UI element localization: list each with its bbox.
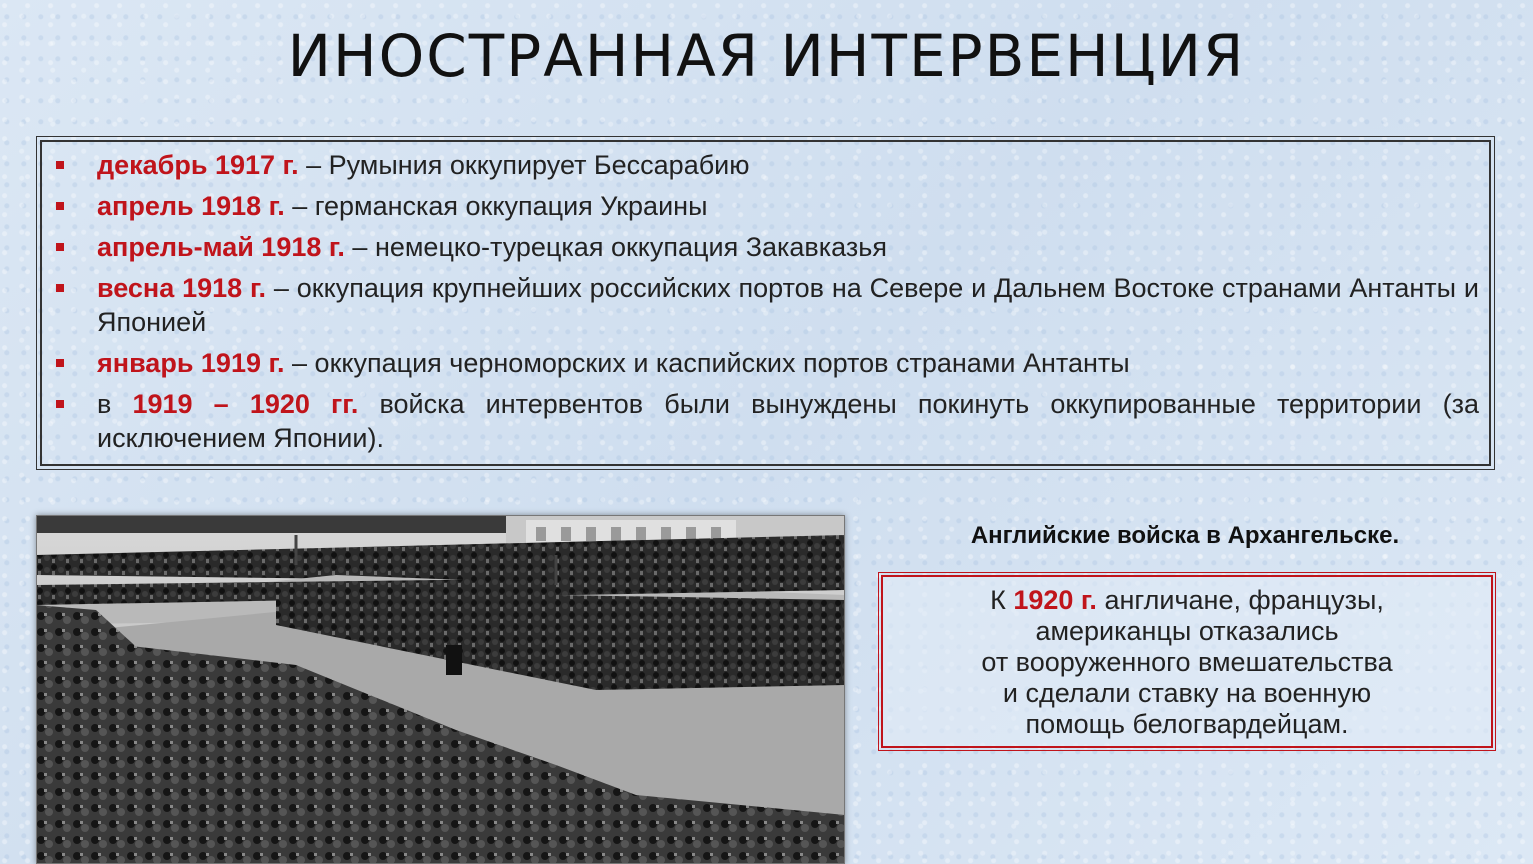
note-line-1 [883, 585, 1491, 616]
event-date: декабрь 1917 г. [97, 150, 299, 180]
events-list [97, 148, 1479, 455]
note-line: американцы отказались [1035, 616, 1339, 646]
event-text: – оккупация крупнейших российских портов на Севере и Дальнем Востоке странами Антанты и Японией [97, 273, 1479, 337]
event-date: весна 1918 г. [97, 273, 267, 303]
event-date: 1919 – 1920 гг. [132, 389, 359, 419]
bullet-icon [56, 400, 64, 408]
bullet-icon [56, 161, 64, 169]
event-text: – Румыния оккупирует Бессарабию [298, 150, 750, 180]
summary-note-box [881, 575, 1493, 748]
note-line: помощь белогвардейцам. [1025, 709, 1349, 739]
note-line: и сделали ставку на военную [1002, 678, 1372, 708]
event-text: – немецко-турецкая оккупация Закавказья [344, 232, 887, 262]
list-item [97, 148, 1479, 182]
note-date: 1920 г. [1013, 585, 1097, 615]
list-item [97, 387, 1479, 455]
list-item [97, 271, 1479, 339]
note-after: англичане, французы, [1096, 585, 1384, 615]
bullet-icon [56, 243, 64, 251]
note-line: от вооруженного вмешательства [981, 647, 1393, 677]
photo-caption: Английские войска в Архангельске. [970, 522, 1400, 549]
event-prefix: в [97, 389, 133, 419]
bullet-icon [56, 359, 64, 367]
list-item [97, 189, 1479, 223]
event-text: – германская оккупация Украины [284, 191, 708, 221]
list-item [97, 230, 1479, 264]
bullet-icon [56, 202, 64, 210]
bullet-icon [56, 284, 64, 292]
note-before: К [990, 585, 1014, 615]
event-text: – оккупация черноморских и каспийских портов странами Антанты [284, 348, 1130, 378]
event-date: январь 1919 г. [97, 348, 285, 378]
list-item [97, 346, 1479, 380]
photo-illustration [36, 515, 845, 864]
archangelsk-troops-photo [36, 515, 845, 864]
slide-title: ИНОСТРАННАЯ ИНТЕРВЕНЦИЯ [287, 22, 1246, 90]
event-text: войска интервентов были вынуждены покинуть оккупированные территории (за исключением Японии). [97, 389, 1479, 453]
event-date: апрель 1918 г. [97, 191, 285, 221]
event-date: апрель-май 1918 г. [97, 232, 345, 262]
events-list-box [40, 140, 1491, 466]
